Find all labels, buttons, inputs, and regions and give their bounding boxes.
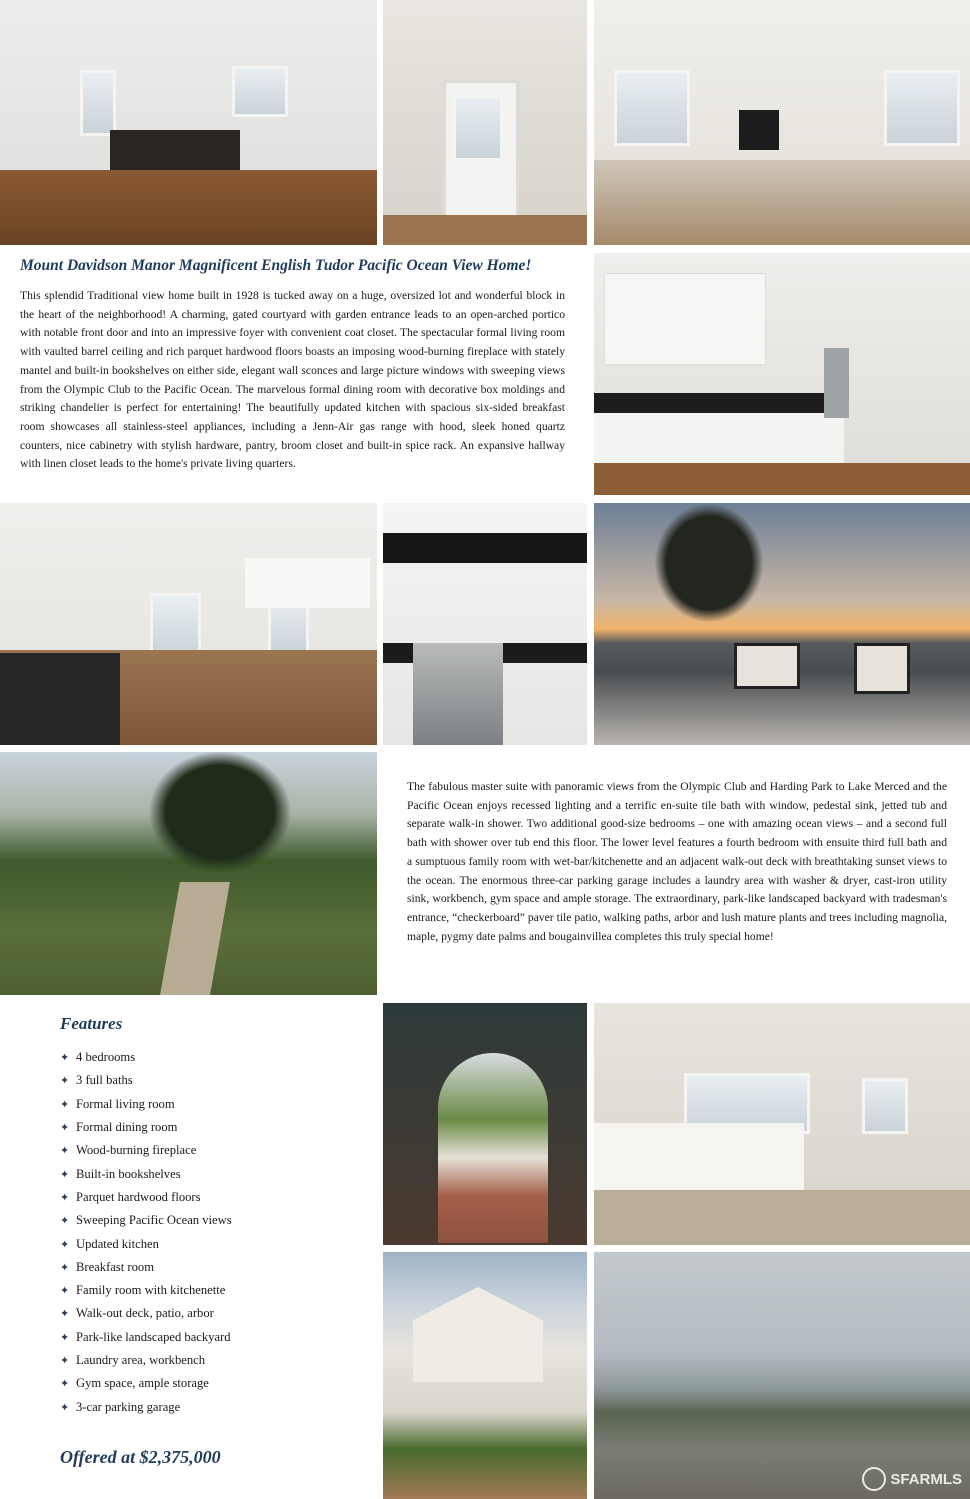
bullet-icon: ✦ [60, 1191, 70, 1204]
feature-item [60, 1395, 232, 1418]
bullet-icon: ✦ [60, 1168, 70, 1181]
bullet-icon: ✦ [60, 1238, 70, 1251]
bullet-icon: ✦ [60, 1075, 70, 1088]
feature-label: 4 bedrooms [76, 1050, 136, 1065]
feature-item [60, 1116, 232, 1139]
bullet-icon: ✦ [60, 1122, 70, 1135]
feature-label: 3 full baths [76, 1073, 133, 1088]
photo-backyard [0, 752, 377, 995]
feature-item [60, 1326, 232, 1349]
photo-family-room [0, 503, 377, 745]
feature-label: Walk-out deck, patio, arbor [76, 1306, 214, 1321]
feature-label: Sweeping Pacific Ocean views [76, 1213, 232, 1228]
bullet-icon: ✦ [60, 1052, 70, 1065]
bullet-icon: ✦ [60, 1331, 70, 1344]
sfarmls-watermark [862, 1467, 962, 1491]
feature-label: Wood-burning fireplace [76, 1143, 197, 1158]
listing-title: Mount Davidson Manor Magnificent English Tudor Pacific Ocean View Home! [20, 257, 532, 274]
feature-item [60, 1093, 232, 1116]
feature-item [60, 1349, 232, 1372]
feature-item [60, 1069, 232, 1092]
watermark-text: SFARMLS [890, 1470, 962, 1488]
bullet-icon: ✦ [60, 1285, 70, 1298]
feature-item [60, 1162, 232, 1185]
bullet-icon: ✦ [60, 1215, 70, 1228]
bullet-icon: ✦ [60, 1145, 70, 1158]
description-details: The fabulous master suite with panoramic views from the Olympic Club and Harding Park to Lake Merced and the Pacific Ocean enjoys recessed lighting and a terrific en-suite tile bath with window, pedestal sink, jetted tub and separate walk-in shower. Two additional good-size bedrooms – one with amazing ocean views – and a second full bath with shower over tub end this floor. The lower level features a fourth bedroom with ensuite third full bath and a sumptuous family room with wet-bar/kitchenette and an adjacent walk-out deck with breathtaking sunset views to the ocean. The enormous three-car parking garage includes a laundry area with washer & dryer, cast-iron utility sink, workbench, gym space and ample storage. The extraordinary, park-like landscaped backyard with tradesman's entrance, “checkerboard” paver tile patio, walking paths, arbor and lush mature plants and trees including magnolia, maple, pygmy date palms and bougainvillea completes this truly special home! [407, 780, 947, 943]
feature-label: Laundry area, workbench [76, 1353, 206, 1367]
feature-label: Formal living room [76, 1096, 175, 1111]
feature-item [60, 1046, 232, 1069]
feature-item [60, 1302, 232, 1325]
mls-logo-icon [862, 1467, 886, 1491]
photo-foyer [383, 0, 587, 245]
photo-ocean-view [594, 1252, 970, 1499]
feature-label: Gym space, ample storage [76, 1376, 209, 1391]
photo-dining-room [0, 0, 377, 245]
bullet-icon: ✦ [60, 1355, 70, 1367]
features-list [60, 1046, 232, 1419]
feature-label: Built-in bookshelves [76, 1166, 181, 1181]
feature-label: Formal dining room [76, 1120, 178, 1135]
feature-label: 3-car parking garage [76, 1399, 181, 1414]
bullet-icon: ✦ [60, 1098, 70, 1111]
bullet-icon: ✦ [60, 1378, 70, 1391]
photo-living-room [594, 0, 970, 245]
bullet-icon: ✦ [60, 1261, 70, 1274]
photo-range [383, 503, 587, 745]
feature-label: Parquet hardwood floors [76, 1189, 201, 1204]
bullet-icon: ✦ [60, 1308, 70, 1321]
features-heading: Features [60, 1014, 123, 1033]
feature-item [60, 1232, 232, 1255]
feature-item [60, 1209, 232, 1232]
bullet-icon: ✦ [60, 1401, 70, 1414]
feature-label: Updated kitchen [76, 1236, 159, 1251]
feature-item [60, 1256, 232, 1279]
feature-label: Park-like landscaped backyard [76, 1329, 231, 1344]
photo-entry-portico [383, 1003, 587, 1245]
photo-deck-sunset [594, 503, 970, 745]
feature-item [60, 1372, 232, 1395]
feature-item [60, 1186, 232, 1209]
photo-master-bedroom [594, 1003, 970, 1245]
feature-item [60, 1139, 232, 1162]
photo-kitchen [594, 253, 970, 495]
photo-house-exterior [383, 1252, 587, 1499]
feature-label: Family room with kitchenette [76, 1283, 226, 1298]
description-intro: This splendid Traditional view home built in 1928 is tucked away on a huge, oversized lot and wonderful block in the heart of the neighborhood! A charming, gated courtyard with garden entrance leads to an open-arched portico with notable front door and into an impressive foyer with convenient coat closet. The spectacular formal living room with vaulted barrel ceiling and rich parquet hardwood floors boasts an imposing wood-burning fireplace with stately mantel and built-in bookshelves on either side, elegant wall sconces and large picture windows with sweeping views from the Olympic Club to the Pacific Ocean. The marvelous formal dining room with decorative box moldings and striking chandelier is perfect for entertaining! The beautifully updated kitchen with spacious six-sided breakfast room showcases all stainless-steel appliances, including a Jenn-Air gas range with hood, sleek honed quartz counters, nice cabinetry with stylish hardware, pantry, broom closet and built-in spice rack. An expansive hallway with linen closet leads to the home's private living quarters. [20, 289, 565, 471]
feature-label: Breakfast room [76, 1259, 154, 1274]
feature-item [60, 1279, 232, 1302]
offer-price: Offered at $2,375,000 [60, 1447, 221, 1467]
